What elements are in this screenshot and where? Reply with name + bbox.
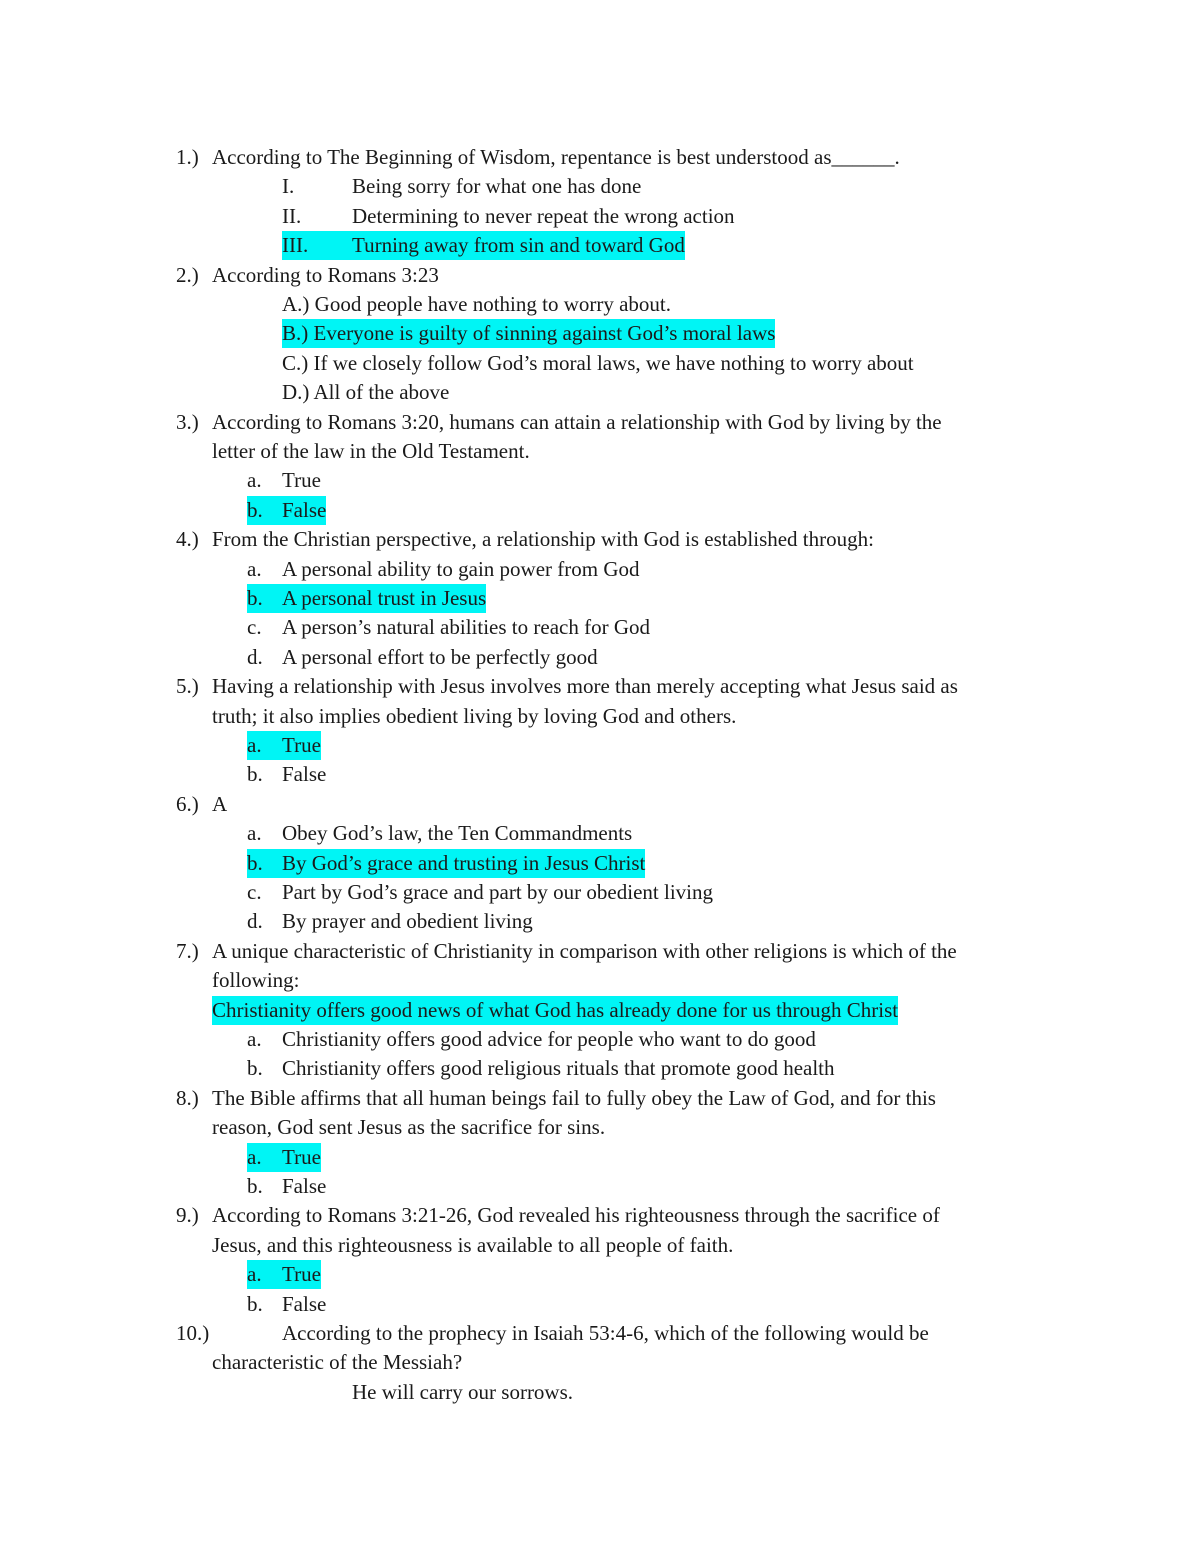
answer-highlight	[247, 584, 486, 613]
option-marker: a.	[247, 733, 262, 757]
question-6-line-1	[0, 790, 1200, 819]
question-6-option-4	[0, 907, 1200, 936]
question-2-option-1	[0, 290, 1200, 319]
question-2-line-1	[0, 261, 1200, 290]
question-9-option-1	[0, 1260, 1200, 1289]
option-text: False	[282, 1291, 327, 1316]
answer-highlight	[247, 731, 321, 760]
question-4-option-3	[0, 613, 1200, 642]
question-7-line-2	[0, 966, 1200, 995]
question-1-text: According to The Beginning of Wisdom, repentance is best understood as______.	[212, 145, 900, 169]
question-7-text-continued: following:	[212, 968, 300, 993]
question-4-number: 4.)	[176, 527, 199, 552]
question-5-option-1	[0, 731, 1200, 760]
option-marker: d.	[247, 909, 263, 934]
option-marker: b.	[247, 586, 263, 610]
question-8-text-continued: reason, God sent Jesus as the sacrifice for sins.	[212, 1115, 606, 1140]
question-7-option-1	[0, 1025, 1200, 1054]
option-text: C.) If we closely follow God’s moral laws, we have nothing to worry about	[282, 350, 914, 375]
option-marker: a.	[247, 821, 262, 846]
option-marker: III.	[282, 233, 309, 258]
question-10-line-2	[0, 1348, 1200, 1377]
option-text: B.) Everyone is guilty of sinning against God’s moral laws	[282, 319, 775, 348]
question-3-number: 3.)	[176, 409, 199, 434]
question-2-option-4	[0, 378, 1200, 407]
option-text: A personal ability to gain power from God	[282, 556, 640, 581]
option-text: D.) All of the above	[282, 380, 450, 405]
question-2-text: According to Romans 3:23	[212, 262, 439, 287]
question-4-option-4	[0, 643, 1200, 672]
question-7-answer: Christianity offers good news of what God has already done for us through Christ	[212, 996, 898, 1025]
option-text: False	[282, 497, 327, 522]
option-text: By prayer and obedient living	[282, 909, 533, 934]
answer-highlight	[247, 849, 645, 878]
question-7-line-1	[0, 937, 1200, 966]
option-text: True	[282, 733, 321, 757]
option-text: Christianity offers good advice for people who want to do good	[282, 1027, 816, 1051]
option-marker: b.	[247, 1056, 263, 1081]
question-8-number: 8.)	[176, 1085, 199, 1110]
option-text: Christianity offers good religious rituals that promote good health	[282, 1056, 835, 1081]
question-3-line-1	[0, 408, 1200, 437]
option-text: Obey God’s law, the Ten Commandments	[282, 821, 633, 846]
option-marker: c.	[247, 615, 262, 640]
option-marker: b.	[247, 850, 263, 875]
option-marker: a.	[247, 556, 262, 581]
question-9-option-2	[0, 1290, 1200, 1319]
answer-highlight	[247, 1260, 321, 1289]
question-9-line-2	[0, 1231, 1200, 1260]
question-1-option-3	[0, 231, 1200, 260]
question-3-text-continued: letter of the law in the Old Testament.	[212, 439, 530, 463]
question-5-number: 5.)	[176, 674, 199, 699]
option-marker: I.	[282, 174, 295, 199]
question-8-line-2	[0, 1113, 1200, 1142]
question-4-text: From the Christian perspective, a relationship with God is established through:	[212, 527, 874, 552]
question-5-option-2	[0, 760, 1200, 789]
question-5-text-continued: truth; it also implies obedient living by loving God and others.	[212, 703, 737, 728]
option-marker: a.	[247, 1262, 262, 1287]
option-marker: a.	[247, 1027, 262, 1051]
question-1-option-2	[0, 202, 1200, 231]
question-7-text: A unique characteristic of Christianity in comparison with other religions is which of the	[212, 938, 957, 963]
question-10-text-continued: characteristic of the Messiah?	[212, 1350, 463, 1375]
question-8-line-1	[0, 1084, 1200, 1113]
option-text: False	[282, 1174, 327, 1198]
question-6-option-1	[0, 819, 1200, 848]
option-text: Being sorry for what one has done	[352, 174, 642, 199]
question-9-line-1	[0, 1201, 1200, 1230]
question-4-line-1	[0, 525, 1200, 554]
question-7-answer-line	[0, 996, 1200, 1025]
question-6-text: A	[212, 791, 228, 816]
option-text: Determining to never repeat the wrong action	[352, 203, 735, 228]
question-10-answer-text: He will carry our sorrows.	[352, 1379, 574, 1404]
option-marker: b.	[247, 1291, 263, 1316]
option-text: True	[282, 468, 321, 493]
option-marker: a.	[247, 1144, 262, 1169]
question-1-line-1	[0, 143, 1200, 172]
option-marker: b.	[247, 762, 263, 787]
question-7-number: 7.)	[176, 938, 199, 963]
question-6-option-3	[0, 878, 1200, 907]
question-3-line-2	[0, 437, 1200, 466]
question-9-number: 9.)	[176, 1203, 199, 1228]
question-10-line-1	[0, 1319, 1200, 1348]
question-6-number: 6.)	[176, 791, 199, 816]
option-text: Turning away from sin and toward God	[352, 233, 685, 258]
question-8-text: The Bible affirms that all human beings fail to fully obey the Law of God, and for this	[212, 1085, 936, 1110]
question-10-answer-text-line	[0, 1378, 1200, 1407]
question-2-number: 2.)	[176, 262, 199, 287]
question-5-line-1	[0, 672, 1200, 701]
question-2-option-3	[0, 349, 1200, 378]
question-2-option-2	[0, 319, 1200, 348]
answer-highlight	[247, 496, 326, 525]
question-3-option-1	[0, 466, 1200, 495]
question-4-option-2	[0, 584, 1200, 613]
question-6-option-2	[0, 849, 1200, 878]
option-text: False	[282, 762, 327, 787]
question-1-option-1	[0, 172, 1200, 201]
question-8-option-1	[0, 1143, 1200, 1172]
question-9-text: According to Romans 3:21-26, God revealed his righteousness through the sacrifice of	[212, 1203, 940, 1228]
question-5-line-2	[0, 702, 1200, 731]
option-marker: a.	[247, 468, 262, 493]
question-5-text: Having a relationship with Jesus involves more than merely accepting what Jesus said as	[212, 674, 958, 699]
option-text: By God’s grace and trusting in Jesus Christ	[282, 850, 646, 875]
question-1-number: 1.)	[176, 145, 199, 169]
option-marker: d.	[247, 644, 263, 669]
question-3-text: According to Romans 3:20, humans can attain a relationship with God by living by the	[212, 409, 942, 434]
option-marker: b.	[247, 1174, 263, 1198]
question-9-text-continued: Jesus, and this righteousness is available to all people of faith.	[212, 1232, 734, 1257]
question-10-text: According to the prophecy in Isaiah 53:4-6, which of the following would be	[282, 1321, 929, 1345]
option-text: A person’s natural abilities to reach for God	[282, 615, 650, 640]
option-text: True	[282, 1144, 321, 1169]
option-marker: c.	[247, 880, 262, 904]
option-marker: b.	[247, 497, 263, 522]
answer-highlight	[282, 231, 685, 260]
question-3-option-2	[0, 496, 1200, 525]
option-text: Part by God’s grace and part by our obedient living	[282, 880, 713, 904]
answer-highlight	[247, 1143, 321, 1172]
option-text: A.) Good people have nothing to worry about.	[282, 292, 672, 316]
question-7-option-2	[0, 1054, 1200, 1083]
question-8-option-2	[0, 1172, 1200, 1201]
question-4-option-1	[0, 555, 1200, 584]
option-text: A personal effort to be perfectly good	[282, 644, 598, 669]
question-10-number: 10.)	[176, 1321, 210, 1345]
option-text: A personal trust in Jesus	[282, 586, 487, 610]
option-text: True	[282, 1262, 321, 1287]
option-marker: II.	[282, 203, 302, 228]
